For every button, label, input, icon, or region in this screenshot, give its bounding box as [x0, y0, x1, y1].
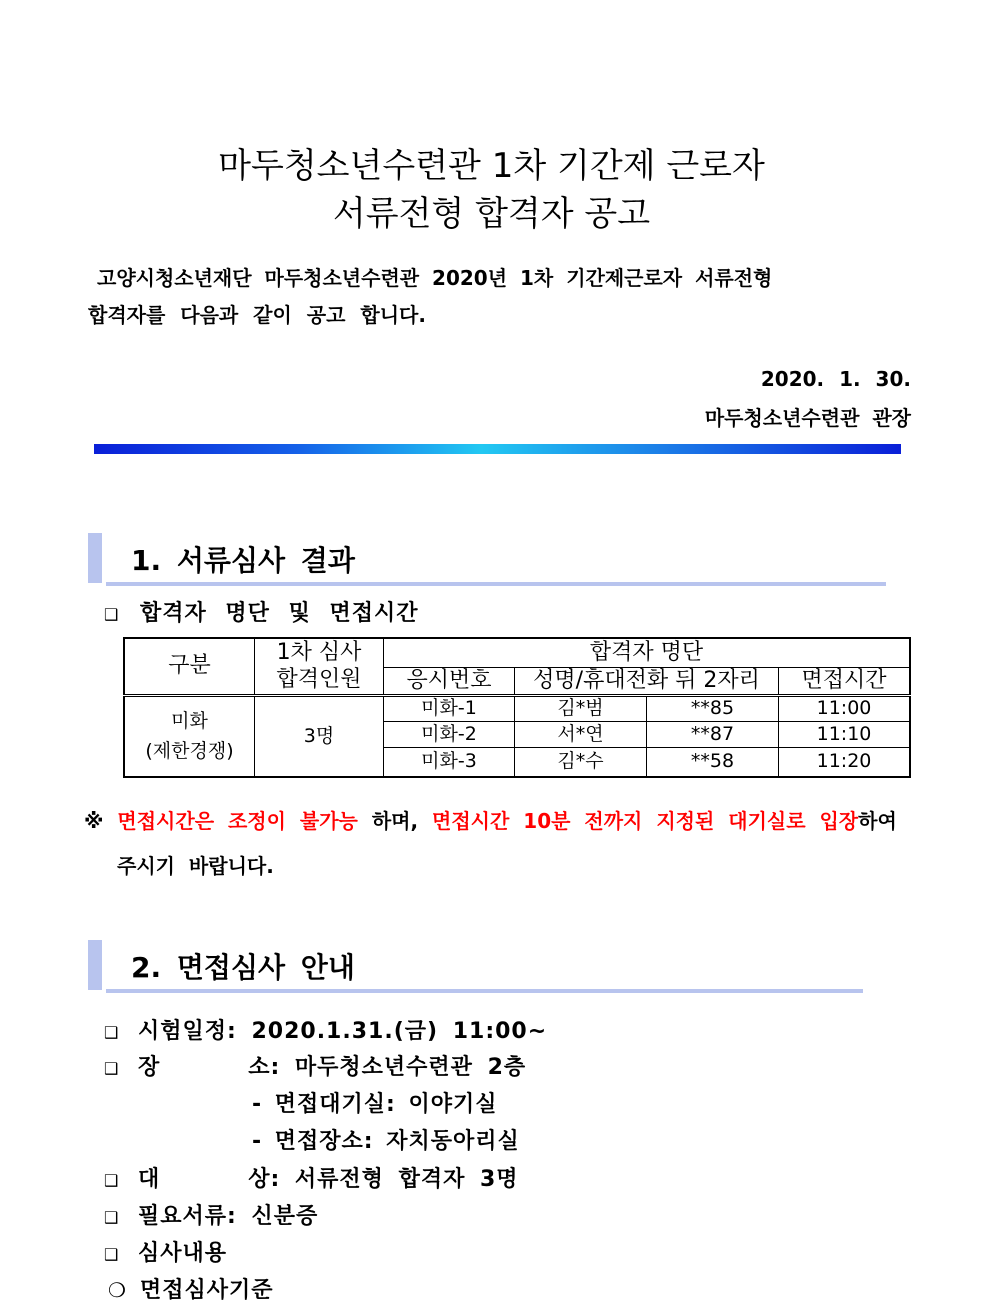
header-exam-no: 응시번호 [384, 667, 515, 695]
info-content [104, 1236, 227, 1267]
cell-time: 11:00 [779, 695, 911, 721]
cell-exam-no: 미화-2 [384, 721, 515, 747]
cell-phone: **85 [647, 695, 779, 721]
checkbox-square-icon: ❑ [104, 1171, 120, 1190]
cell-name: 서*연 [515, 721, 647, 747]
info-criteria-text: 면접심사기준 [140, 1278, 274, 1303]
info-target [104, 1162, 519, 1193]
cell-phone: **58 [647, 747, 779, 777]
info-documents [104, 1199, 318, 1230]
section2-heading: 2. 면접심사 안내 [131, 951, 355, 984]
notice-red-text-2: 면접시간 10분 전까지 지정된 대기실로 입장 [432, 809, 859, 833]
info-criteria [108, 1273, 274, 1304]
gradient-divider [94, 444, 901, 454]
checkbox-square-icon: ❑ [104, 1059, 120, 1078]
bullet-pass-list [104, 596, 419, 627]
checkbox-square-icon: ❑ [104, 605, 120, 624]
info-documents-text: 필요서류: 신분증 [138, 1204, 319, 1229]
cell-pass-count: 3명 [255, 695, 384, 777]
results-table [123, 637, 911, 778]
interview-notice [84, 805, 897, 834]
section-accent-bar [88, 533, 102, 583]
cell-time: 11:20 [779, 747, 911, 777]
intro-text-line1: 고양시청소년재단 마두청소년수련관 2020년 1차 기간제근로자 서류전형 [97, 266, 773, 290]
cell-phone: **87 [647, 721, 779, 747]
info-place-text: 장 소: 마두청소년수련관 2층 [138, 1055, 527, 1080]
info-waiting-room: - 면접대기실: 이야기실 [252, 1092, 498, 1117]
header-pass-count-line1: 1차 심사 [255, 638, 384, 667]
category-type: (제한경쟁) [145, 740, 234, 763]
section-accent-bar [88, 940, 102, 990]
section1-heading: 1. 서류심사 결과 [131, 544, 355, 577]
table-row [124, 695, 910, 721]
notice-red-text-1: 면접시간은 조정이 불가능 [117, 809, 358, 833]
issuer-name: 마두청소년수련관 관장 [704, 406, 911, 430]
cell-category [124, 695, 255, 777]
category-name: 미화 [171, 709, 208, 732]
info-schedule [104, 1014, 547, 1045]
interview-notice-line2: 주시기 바랍니다. [117, 854, 274, 878]
notice-text-1: 하며, [357, 809, 433, 833]
header-interview-time: 면접시간 [779, 667, 911, 695]
cell-time: 11:10 [779, 721, 911, 747]
notice-text-2: 하여 [858, 809, 897, 833]
info-interview-room: - 면접장소: 자치동아리실 [252, 1129, 520, 1154]
bullet-pass-list-label: 합격자 명단 및 면접시간 [140, 601, 419, 626]
info-content-text: 심사내용 [138, 1241, 228, 1266]
notice-date: 2020. 1. 30. [760, 367, 911, 391]
checkbox-square-icon: ❑ [104, 1208, 120, 1227]
section-underline [106, 989, 863, 993]
info-target-text: 대 상: 서류전형 합격자 3명 [138, 1167, 519, 1192]
section-underline [106, 582, 886, 586]
intro-text-line2: 합격자를 다음과 같이 공고 합니다. [88, 303, 426, 327]
header-pass-count-line2: 합격인원 [255, 667, 384, 695]
header-name-phone: 성명/휴대전화 뒤 2자리 [515, 667, 779, 695]
cell-name: 김*범 [515, 695, 647, 721]
info-place [104, 1050, 526, 1081]
notice-title-line1: 마두청소년수련관 1차 기간제 근로자 [218, 146, 765, 186]
info-schedule-text: 시험일정: 2020.1.31.(금) 11:00~ [138, 1019, 548, 1044]
circle-bullet-icon: ❍ [108, 1278, 127, 1302]
cell-exam-no: 미화-3 [384, 747, 515, 777]
notice-title-line2: 서류전형 합격자 공고 [332, 194, 651, 234]
checkbox-square-icon: ❑ [104, 1245, 120, 1264]
header-category: 구분 [124, 638, 255, 695]
reference-mark: ※ [84, 809, 104, 833]
cell-name: 김*수 [515, 747, 647, 777]
header-passers: 합격자 명단 [384, 638, 911, 667]
checkbox-square-icon: ❑ [104, 1023, 120, 1042]
cell-exam-no: 미화-1 [384, 695, 515, 721]
